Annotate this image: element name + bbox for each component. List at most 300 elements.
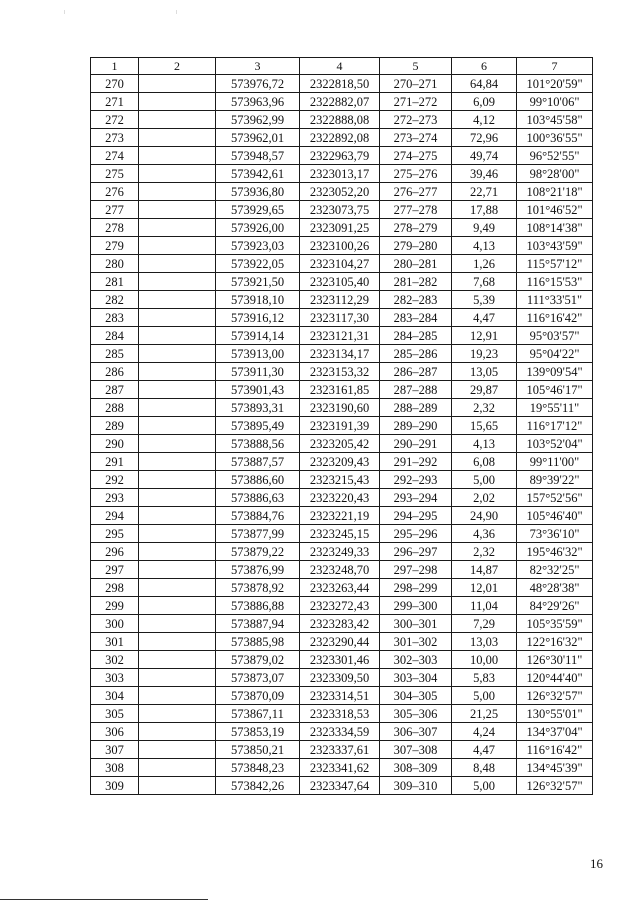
point-number-cell: 289 <box>91 417 139 435</box>
y-coordinate-cell: 2323121,31 <box>300 327 380 345</box>
point-number-cell: 307 <box>91 741 139 759</box>
angle-cell: 105°46'40" <box>517 507 593 525</box>
x-coordinate-cell: 573867,11 <box>216 705 300 723</box>
blank-cell <box>139 381 216 399</box>
distance-cell: 15,65 <box>452 417 517 435</box>
point-number-cell: 277 <box>91 201 139 219</box>
y-coordinate-cell: 2323309,50 <box>300 669 380 687</box>
segment-cell: 306–307 <box>380 723 452 741</box>
column-header: 1 <box>91 58 139 75</box>
point-number-cell: 285 <box>91 345 139 363</box>
point-number-cell: 296 <box>91 543 139 561</box>
table-row <box>91 219 593 237</box>
x-coordinate-cell: 573870,09 <box>216 687 300 705</box>
segment-cell: 279–280 <box>380 237 452 255</box>
y-coordinate-cell: 2323272,43 <box>300 597 380 615</box>
blank-cell <box>139 345 216 363</box>
y-coordinate-cell: 2323100,26 <box>300 237 380 255</box>
y-coordinate-cell: 2323263,44 <box>300 579 380 597</box>
segment-cell: 284–285 <box>380 327 452 345</box>
y-coordinate-cell: 2323191,39 <box>300 417 380 435</box>
point-number-cell: 271 <box>91 93 139 111</box>
blank-cell <box>139 93 216 111</box>
segment-cell: 289–290 <box>380 417 452 435</box>
table-row <box>91 345 593 363</box>
segment-cell: 275–276 <box>380 165 452 183</box>
segment-cell: 298–299 <box>380 579 452 597</box>
segment-cell: 290–291 <box>380 435 452 453</box>
x-coordinate-cell: 573887,57 <box>216 453 300 471</box>
x-coordinate-cell: 573893,31 <box>216 399 300 417</box>
blank-cell <box>139 309 216 327</box>
table-row <box>91 579 593 597</box>
distance-cell: 29,87 <box>452 381 517 399</box>
angle-cell: 108°14'38" <box>517 219 593 237</box>
blank-cell <box>139 741 216 759</box>
x-coordinate-cell: 573885,98 <box>216 633 300 651</box>
angle-cell: 105°35'59" <box>517 615 593 633</box>
distance-cell: 5,00 <box>452 471 517 489</box>
y-coordinate-cell: 2323283,42 <box>300 615 380 633</box>
angle-cell: 95°04'22" <box>517 345 593 363</box>
distance-cell: 4,24 <box>452 723 517 741</box>
point-number-cell: 297 <box>91 561 139 579</box>
angle-cell: 103°52'04" <box>517 435 593 453</box>
x-coordinate-cell: 573877,99 <box>216 525 300 543</box>
angle-cell: 134°45'39" <box>517 759 593 777</box>
blank-cell <box>139 561 216 579</box>
x-coordinate-cell: 573936,80 <box>216 183 300 201</box>
segment-cell: 288–289 <box>380 399 452 417</box>
table-row <box>91 777 593 795</box>
y-coordinate-cell: 2323301,46 <box>300 651 380 669</box>
column-header: 6 <box>452 58 517 75</box>
table-row <box>91 147 593 165</box>
distance-cell: 4,47 <box>452 309 517 327</box>
point-number-cell: 282 <box>91 291 139 309</box>
segment-cell: 297–298 <box>380 561 452 579</box>
table-row <box>91 453 593 471</box>
angle-cell: 116°15'53" <box>517 273 593 291</box>
segment-cell: 281–282 <box>380 273 452 291</box>
segment-cell: 291–292 <box>380 453 452 471</box>
angle-cell: 130°55'01" <box>517 705 593 723</box>
page-number: 16 <box>590 856 603 871</box>
y-coordinate-cell: 2323318,53 <box>300 705 380 723</box>
table-row <box>91 741 593 759</box>
x-coordinate-cell: 573913,00 <box>216 345 300 363</box>
angle-cell: 96°52'55" <box>517 147 593 165</box>
segment-cell: 285–286 <box>380 345 452 363</box>
x-coordinate-cell: 573886,88 <box>216 597 300 615</box>
blank-cell <box>139 525 216 543</box>
column-header: 7 <box>517 58 593 75</box>
distance-cell: 2,32 <box>452 543 517 561</box>
table-row <box>91 255 593 273</box>
angle-cell: 139°09'54" <box>517 363 593 381</box>
distance-cell: 2,02 <box>452 489 517 507</box>
x-coordinate-cell: 573886,63 <box>216 489 300 507</box>
distance-cell: 12,01 <box>452 579 517 597</box>
angle-cell: 134°37'04" <box>517 723 593 741</box>
y-coordinate-cell: 2323091,25 <box>300 219 380 237</box>
angle-cell: 126°30'11" <box>517 651 593 669</box>
point-number-cell: 290 <box>91 435 139 453</box>
blank-cell <box>139 777 216 795</box>
blank-cell <box>139 633 216 651</box>
blank-cell <box>139 147 216 165</box>
x-coordinate-cell: 573963,96 <box>216 93 300 111</box>
blank-cell <box>139 507 216 525</box>
table-row <box>91 111 593 129</box>
x-coordinate-cell: 573916,12 <box>216 309 300 327</box>
distance-cell: 11,04 <box>452 597 517 615</box>
point-number-cell: 288 <box>91 399 139 417</box>
angle-cell: 48°28'38" <box>517 579 593 597</box>
x-coordinate-cell: 573921,50 <box>216 273 300 291</box>
blank-cell <box>139 111 216 129</box>
angle-cell: 99°10'06" <box>517 93 593 111</box>
point-number-cell: 278 <box>91 219 139 237</box>
y-coordinate-cell: 2322963,79 <box>300 147 380 165</box>
y-coordinate-cell: 2323220,43 <box>300 489 380 507</box>
y-coordinate-cell: 2323112,29 <box>300 291 380 309</box>
angle-cell: 98°28'00" <box>517 165 593 183</box>
table-row <box>91 489 593 507</box>
table-row <box>91 471 593 489</box>
y-coordinate-cell: 2323052,20 <box>300 183 380 201</box>
column-header: 5 <box>380 58 452 75</box>
y-coordinate-cell: 2323190,60 <box>300 399 380 417</box>
table-row <box>91 651 593 669</box>
y-coordinate-cell: 2323341,62 <box>300 759 380 777</box>
point-number-cell: 308 <box>91 759 139 777</box>
blank-cell <box>139 417 216 435</box>
y-coordinate-cell: 2323245,15 <box>300 525 380 543</box>
segment-cell: 302–303 <box>380 651 452 669</box>
segment-cell: 283–284 <box>380 309 452 327</box>
table-row <box>91 165 593 183</box>
point-number-cell: 286 <box>91 363 139 381</box>
point-number-cell: 275 <box>91 165 139 183</box>
point-number-cell: 276 <box>91 183 139 201</box>
distance-cell: 19,23 <box>452 345 517 363</box>
blank-cell <box>139 363 216 381</box>
y-coordinate-cell: 2323249,33 <box>300 543 380 561</box>
point-number-cell: 274 <box>91 147 139 165</box>
segment-cell: 278–279 <box>380 219 452 237</box>
blank-cell <box>139 489 216 507</box>
distance-cell: 72,96 <box>452 129 517 147</box>
distance-cell: 5,00 <box>452 777 517 795</box>
table-row <box>91 615 593 633</box>
distance-cell: 4,47 <box>452 741 517 759</box>
angle-cell: 82°32'25" <box>517 561 593 579</box>
segment-cell: 305–306 <box>380 705 452 723</box>
angle-cell: 99°11'00" <box>517 453 593 471</box>
x-coordinate-cell: 573842,26 <box>216 777 300 795</box>
segment-cell: 273–274 <box>380 129 452 147</box>
blank-cell <box>139 291 216 309</box>
coordinates-table <box>90 57 593 795</box>
column-header: 4 <box>300 58 380 75</box>
blank-cell <box>139 327 216 345</box>
y-coordinate-cell: 2322882,07 <box>300 93 380 111</box>
table-row <box>91 273 593 291</box>
table-row <box>91 183 593 201</box>
y-coordinate-cell: 2323334,59 <box>300 723 380 741</box>
table-row <box>91 75 593 93</box>
blank-cell <box>139 471 216 489</box>
distance-cell: 13,05 <box>452 363 517 381</box>
x-coordinate-cell: 573873,07 <box>216 669 300 687</box>
table-row <box>91 507 593 525</box>
table-row <box>91 561 593 579</box>
point-number-cell: 294 <box>91 507 139 525</box>
table-row <box>91 399 593 417</box>
table-row <box>91 633 593 651</box>
x-coordinate-cell: 573962,99 <box>216 111 300 129</box>
y-coordinate-cell: 2322888,08 <box>300 111 380 129</box>
y-coordinate-cell: 2323153,32 <box>300 363 380 381</box>
blank-cell <box>139 687 216 705</box>
x-coordinate-cell: 573886,60 <box>216 471 300 489</box>
distance-cell: 12,91 <box>452 327 517 345</box>
segment-cell: 271–272 <box>380 93 452 111</box>
distance-cell: 9,49 <box>452 219 517 237</box>
x-coordinate-cell: 573918,10 <box>216 291 300 309</box>
segment-cell: 292–293 <box>380 471 452 489</box>
y-coordinate-cell: 2323117,30 <box>300 309 380 327</box>
angle-cell: 115°57'12" <box>517 255 593 273</box>
angle-cell: 89°39'22" <box>517 471 593 489</box>
table-row <box>91 363 593 381</box>
distance-cell: 64,84 <box>452 75 517 93</box>
distance-cell: 5,39 <box>452 291 517 309</box>
angle-cell: 126°32'57" <box>517 777 593 795</box>
x-coordinate-cell: 573879,02 <box>216 651 300 669</box>
segment-cell: 307–308 <box>380 741 452 759</box>
table-row <box>91 237 593 255</box>
x-coordinate-cell: 573962,01 <box>216 129 300 147</box>
y-coordinate-cell: 2323134,17 <box>300 345 380 363</box>
distance-cell: 6,08 <box>452 453 517 471</box>
y-coordinate-cell: 2323104,27 <box>300 255 380 273</box>
segment-cell: 276–277 <box>380 183 452 201</box>
distance-cell: 39,46 <box>452 165 517 183</box>
x-coordinate-cell: 573901,43 <box>216 381 300 399</box>
angle-cell: 108°21'18" <box>517 183 593 201</box>
blank-cell <box>139 201 216 219</box>
segment-cell: 270–271 <box>380 75 452 93</box>
x-coordinate-cell: 573922,05 <box>216 255 300 273</box>
point-number-cell: 283 <box>91 309 139 327</box>
segment-cell: 303–304 <box>380 669 452 687</box>
angle-cell: 126°32'57" <box>517 687 593 705</box>
table-row <box>91 597 593 615</box>
blank-cell <box>139 219 216 237</box>
x-coordinate-cell: 573850,21 <box>216 741 300 759</box>
distance-cell: 22,71 <box>452 183 517 201</box>
angle-cell: 101°46'52" <box>517 201 593 219</box>
distance-cell: 21,25 <box>452 705 517 723</box>
y-coordinate-cell: 2322892,08 <box>300 129 380 147</box>
x-coordinate-cell: 573879,22 <box>216 543 300 561</box>
y-coordinate-cell: 2323347,64 <box>300 777 380 795</box>
point-number-cell: 303 <box>91 669 139 687</box>
segment-cell: 280–281 <box>380 255 452 273</box>
table-row <box>91 435 593 453</box>
table-row <box>91 129 593 147</box>
table-body <box>91 75 593 795</box>
distance-cell: 4,13 <box>452 237 517 255</box>
x-coordinate-cell: 573876,99 <box>216 561 300 579</box>
segment-cell: 272–273 <box>380 111 452 129</box>
table-row <box>91 543 593 561</box>
blank-cell <box>139 759 216 777</box>
distance-cell: 7,29 <box>452 615 517 633</box>
angle-cell: 195°46'32" <box>517 543 593 561</box>
y-coordinate-cell: 2323161,85 <box>300 381 380 399</box>
angle-cell: 95°03'57" <box>517 327 593 345</box>
x-coordinate-cell: 573853,19 <box>216 723 300 741</box>
y-coordinate-cell: 2323215,43 <box>300 471 380 489</box>
y-coordinate-cell: 2323073,75 <box>300 201 380 219</box>
segment-cell: 295–296 <box>380 525 452 543</box>
point-number-cell: 305 <box>91 705 139 723</box>
blank-cell <box>139 723 216 741</box>
angle-cell: 103°43'59" <box>517 237 593 255</box>
angle-cell: 105°46'17" <box>517 381 593 399</box>
y-coordinate-cell: 2323221,19 <box>300 507 380 525</box>
point-number-cell: 304 <box>91 687 139 705</box>
point-number-cell: 300 <box>91 615 139 633</box>
blank-cell <box>139 615 216 633</box>
blank-cell <box>139 597 216 615</box>
blank-cell <box>139 75 216 93</box>
y-coordinate-cell: 2323013,17 <box>300 165 380 183</box>
distance-cell: 5,00 <box>452 687 517 705</box>
point-number-cell: 302 <box>91 651 139 669</box>
distance-cell: 7,68 <box>452 273 517 291</box>
segment-cell: 304–305 <box>380 687 452 705</box>
y-coordinate-cell: 2323105,40 <box>300 273 380 291</box>
segment-cell: 282–283 <box>380 291 452 309</box>
point-number-cell: 298 <box>91 579 139 597</box>
table-row <box>91 381 593 399</box>
table-row <box>91 705 593 723</box>
x-coordinate-cell: 573911,30 <box>216 363 300 381</box>
segment-cell: 308–309 <box>380 759 452 777</box>
table-row <box>91 309 593 327</box>
blank-cell <box>139 651 216 669</box>
segment-cell: 277–278 <box>380 201 452 219</box>
x-coordinate-cell: 573878,92 <box>216 579 300 597</box>
y-coordinate-cell: 2323290,44 <box>300 633 380 651</box>
x-coordinate-cell: 573929,65 <box>216 201 300 219</box>
point-number-cell: 299 <box>91 597 139 615</box>
point-number-cell: 292 <box>91 471 139 489</box>
blank-cell <box>139 579 216 597</box>
y-coordinate-cell: 2323314,51 <box>300 687 380 705</box>
segment-cell: 296–297 <box>380 543 452 561</box>
angle-cell: 100°36'55" <box>517 129 593 147</box>
x-coordinate-cell: 573926,00 <box>216 219 300 237</box>
segment-cell: 299–300 <box>380 597 452 615</box>
table-row <box>91 93 593 111</box>
column-header: 2 <box>139 58 216 75</box>
blank-cell <box>139 183 216 201</box>
table-row <box>91 687 593 705</box>
distance-cell: 49,74 <box>452 147 517 165</box>
angle-cell: 84°29'26" <box>517 597 593 615</box>
point-number-cell: 270 <box>91 75 139 93</box>
blank-cell <box>139 165 216 183</box>
x-coordinate-cell: 573895,49 <box>216 417 300 435</box>
angle-cell: 19°55'11" <box>517 399 593 417</box>
x-coordinate-cell: 573923,03 <box>216 237 300 255</box>
segment-cell: 294–295 <box>380 507 452 525</box>
blank-cell <box>139 129 216 147</box>
y-coordinate-cell: 2322818,50 <box>300 75 380 93</box>
x-coordinate-cell: 573887,94 <box>216 615 300 633</box>
point-number-cell: 309 <box>91 777 139 795</box>
angle-cell: 73°36'10" <box>517 525 593 543</box>
segment-cell: 309–310 <box>380 777 452 795</box>
segment-cell: 274–275 <box>380 147 452 165</box>
x-coordinate-cell: 573848,23 <box>216 759 300 777</box>
point-number-cell: 281 <box>91 273 139 291</box>
blank-cell <box>139 255 216 273</box>
distance-cell: 4,12 <box>452 111 517 129</box>
table-row <box>91 291 593 309</box>
angle-cell: 120°44'40" <box>517 669 593 687</box>
table-row <box>91 759 593 777</box>
point-number-cell: 280 <box>91 255 139 273</box>
angle-cell: 116°16'42" <box>517 741 593 759</box>
y-coordinate-cell: 2323248,70 <box>300 561 380 579</box>
blank-cell <box>139 543 216 561</box>
table-row <box>91 525 593 543</box>
blank-cell <box>139 669 216 687</box>
x-coordinate-cell: 573948,57 <box>216 147 300 165</box>
point-number-cell: 293 <box>91 489 139 507</box>
point-number-cell: 291 <box>91 453 139 471</box>
point-number-cell: 306 <box>91 723 139 741</box>
blank-cell <box>139 705 216 723</box>
distance-cell: 17,88 <box>452 201 517 219</box>
segment-cell: 301–302 <box>380 633 452 651</box>
x-coordinate-cell: 573884,76 <box>216 507 300 525</box>
angle-cell: 101°20'59" <box>517 75 593 93</box>
scan-mark <box>176 10 177 14</box>
distance-cell: 6,09 <box>452 93 517 111</box>
blank-cell <box>139 237 216 255</box>
distance-cell: 2,32 <box>452 399 517 417</box>
segment-cell: 300–301 <box>380 615 452 633</box>
angle-cell: 157°52'56" <box>517 489 593 507</box>
distance-cell: 4,13 <box>452 435 517 453</box>
footnote-separator <box>0 899 208 900</box>
distance-cell: 8,48 <box>452 759 517 777</box>
blank-cell <box>139 273 216 291</box>
distance-cell: 5,83 <box>452 669 517 687</box>
angle-cell: 116°16'42" <box>517 309 593 327</box>
y-coordinate-cell: 2323209,43 <box>300 453 380 471</box>
scan-mark <box>64 10 65 14</box>
blank-cell <box>139 453 216 471</box>
distance-cell: 10,00 <box>452 651 517 669</box>
